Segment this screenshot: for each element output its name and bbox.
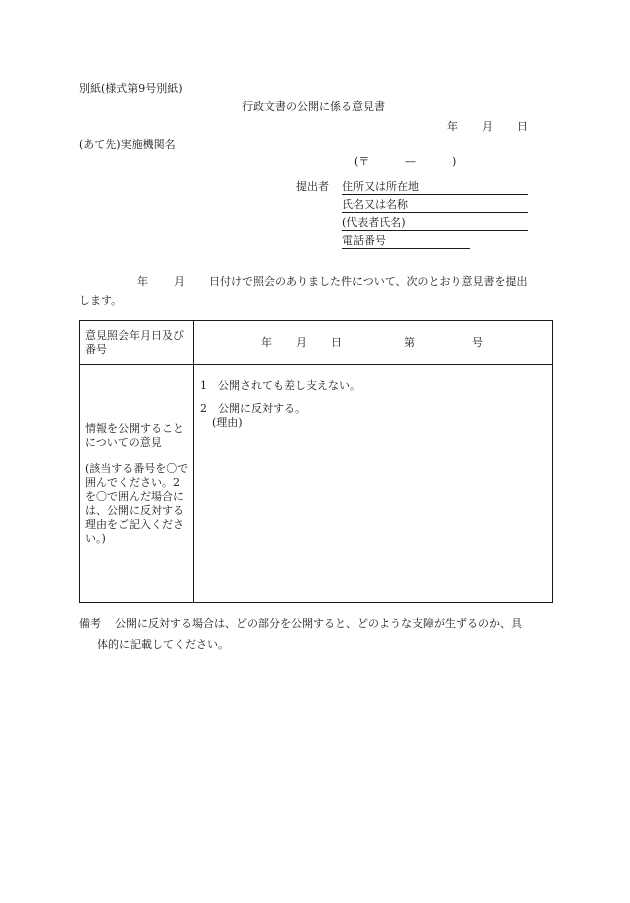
intro-year: 年 bbox=[137, 275, 148, 288]
postal-open: (〒 bbox=[354, 155, 370, 168]
inquiry-go: 号 bbox=[472, 336, 483, 349]
intro-line2: します。 bbox=[79, 294, 123, 307]
document-title: 行政文書の公開に係る意見書 bbox=[242, 100, 385, 113]
intro-month: 月 bbox=[174, 275, 185, 288]
date-year: 年 bbox=[447, 120, 458, 133]
inquiry-dai: 第 bbox=[404, 336, 415, 349]
postal-dash: — bbox=[405, 155, 416, 168]
remarks-label: 備考 bbox=[79, 617, 101, 630]
remarks-line2: 体的に記載してください。 bbox=[97, 638, 229, 651]
inquiry-month: 月 bbox=[296, 336, 307, 349]
submitter-name-label: 氏名又は名称 bbox=[342, 198, 408, 211]
name-line bbox=[342, 212, 528, 213]
recipient-label: (あて先)実施機関名 bbox=[79, 138, 176, 151]
inquiry-date-cell[interactable] bbox=[194, 321, 553, 365]
option-1[interactable]: 1 公開されても差し支えない。 bbox=[200, 379, 361, 392]
inquiry-day: 日 bbox=[331, 336, 342, 349]
date-month: 月 bbox=[482, 120, 493, 133]
opinion-table bbox=[79, 320, 553, 603]
option-2[interactable]: 2 公開に反対する。 bbox=[200, 402, 306, 415]
opinion-label-cell bbox=[80, 365, 194, 603]
date-day: 日 bbox=[517, 120, 528, 133]
submitter-address-label: 住所又は所在地 bbox=[342, 180, 419, 193]
representative-line bbox=[342, 230, 528, 231]
submitter-label: 提出者 bbox=[296, 180, 329, 193]
phone-line bbox=[342, 248, 470, 249]
opinion-cell[interactable] bbox=[194, 365, 553, 603]
remarks-line1: 公開に反対する場合は、どの部分を公開すると、どのような支障が生ずるのか、具 bbox=[115, 617, 522, 630]
reason-label: (理由) bbox=[212, 416, 243, 429]
address-line bbox=[342, 194, 528, 195]
opinion-label: 情報を公開することについての意見 bbox=[85, 421, 184, 449]
inquiry-date-label-cell bbox=[80, 321, 194, 365]
form-label: 別紙(様式第9号別紙) bbox=[79, 82, 183, 95]
intro-line1: 日付けで照会のありました件について、次のとおり意見書を提出 bbox=[209, 275, 528, 288]
submitter-phone-label: 電話番号 bbox=[342, 234, 386, 247]
postal-close: ) bbox=[452, 155, 457, 168]
submitter-representative-label: (代表者氏名) bbox=[342, 216, 406, 229]
inquiry-date-label: 意見照会年月日及び番号 bbox=[85, 328, 184, 356]
opinion-note: (該当する番号を〇で囲んでください。2を〇で囲んだ場合には、公開に反対する理由をご記入ください。) bbox=[85, 461, 189, 545]
inquiry-year: 年 bbox=[261, 336, 272, 349]
